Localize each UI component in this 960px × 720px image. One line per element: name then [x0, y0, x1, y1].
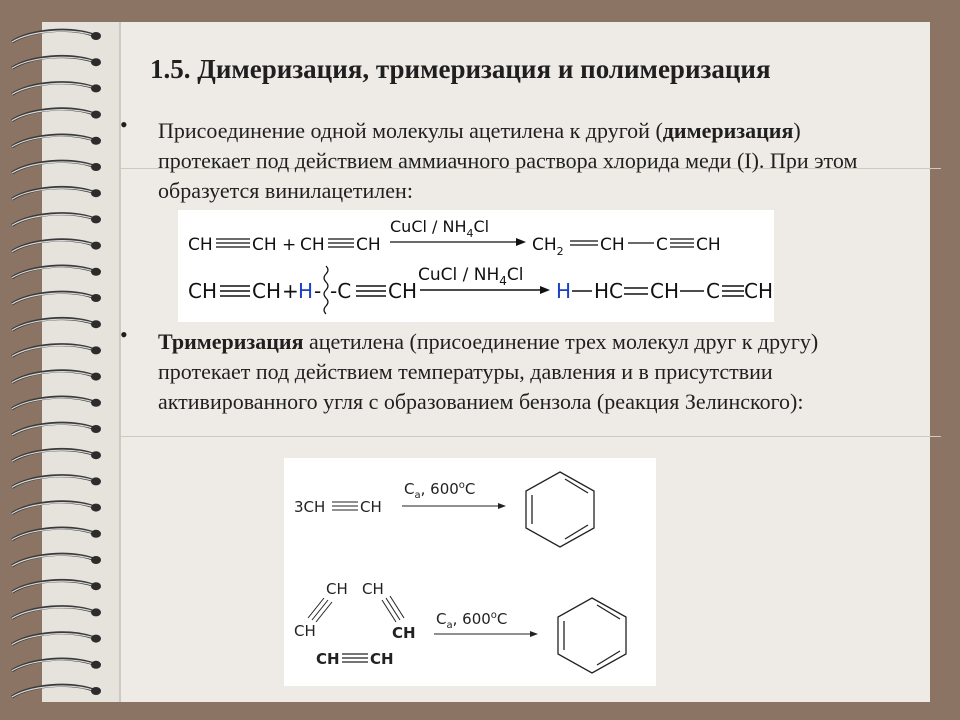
binding-coil	[12, 161, 101, 173]
binding-coil	[12, 685, 101, 697]
tri2-ch-top-right: CH	[362, 580, 384, 598]
binding-coil	[12, 371, 101, 383]
eq1-reactant-a: CH	[188, 235, 213, 255]
eq2-hydrogen: H	[298, 279, 314, 303]
eq2-plus: +	[282, 279, 299, 303]
tri2-catalyst: $C_a$, 600$^o$C	[436, 610, 508, 631]
eq2-carbon: -C	[330, 279, 352, 303]
binding-coil	[12, 109, 101, 121]
eq1-product-c: C	[656, 235, 668, 255]
binding-coil	[12, 266, 101, 278]
spiral-binding	[0, 20, 110, 710]
tri2-ch-bottom-right: CH	[370, 650, 394, 668]
eq1-catalyst: CuCl / $NH_4Cl$	[390, 217, 490, 240]
binding-coil	[12, 554, 101, 566]
term-trimerization: Тримеризация	[158, 329, 304, 354]
bullet-marker: •	[120, 322, 128, 347]
paragraph-text: Присоединение одной молекулы ацетилена к другой (	[158, 118, 663, 143]
binding-coil	[12, 450, 101, 462]
dimerization-equations	[178, 210, 774, 322]
eq2-dash: -	[314, 279, 322, 303]
tri2-ch-top-left: CH	[326, 580, 348, 598]
binding-coil	[12, 292, 101, 304]
eq2-reactant-end: CH	[388, 279, 418, 303]
bond-break-wavy	[324, 266, 328, 314]
ruled-line	[121, 436, 941, 437]
tri1-catalyst: $C_a$, 600$^o$C	[404, 480, 476, 501]
binding-coil	[12, 135, 101, 147]
binding-coil	[12, 214, 101, 226]
paragraph-dimerization	[158, 116, 898, 206]
eq2-catalyst: CuCl / $NH_4Cl$	[418, 265, 524, 288]
paragraph-text: ) протекает под действием аммиачного раствора хлорида меди (I). При этом образуется винилацетилен:	[158, 118, 858, 203]
binding-coil	[12, 345, 101, 357]
binding-coil	[12, 188, 101, 200]
tri2-ch-left: CH	[294, 622, 316, 640]
binding-coil	[12, 528, 101, 540]
benzene-ring	[526, 472, 594, 547]
binding-coil	[12, 423, 101, 435]
tri2-ch-bottom-left: CH	[316, 650, 340, 668]
binding-coil	[12, 83, 101, 95]
eq1-product-ch2: $CH_2$	[532, 235, 564, 258]
trimerization-equations-svg	[284, 458, 656, 686]
binding-coil	[12, 607, 101, 619]
eq2-reactant-b: CH	[252, 279, 282, 303]
tri1-reactant-ch: CH	[360, 498, 382, 516]
paragraph-text: ацетилена (присоединение трех молекул друг к другу) протекает под действием температуры, давления и в присутствии активированного угля с образованием бензола (реакция Зелинского):	[158, 329, 819, 414]
binding-coil	[12, 240, 101, 252]
eq1-reactant-d: CH	[356, 235, 381, 255]
binding-coil	[12, 659, 101, 671]
bullet-marker: •	[120, 112, 128, 137]
eq1-reactant-b: CH	[252, 235, 277, 255]
binding-coil	[12, 633, 101, 645]
paragraph-trimerization	[158, 327, 898, 417]
term-dimerization: димеризация	[662, 118, 794, 143]
binding-coil	[12, 397, 101, 409]
tri1-reactant-3ch: 3CH	[294, 498, 326, 516]
eq2-product-end: CH	[744, 279, 774, 303]
trimerization-equations	[284, 458, 656, 686]
eq1-plus: +	[282, 235, 297, 255]
dimerization-equations-svg	[178, 210, 774, 322]
binding-coil	[12, 57, 101, 69]
eq2-product-hc: HC	[594, 279, 624, 303]
eq2-product-ch: CH	[650, 279, 680, 303]
eq2-product-h: H	[556, 279, 572, 303]
benzene-ring	[558, 598, 626, 673]
eq1-product-end: CH	[696, 235, 721, 255]
eq2-reactant-a: CH	[188, 279, 218, 303]
binding-coil	[12, 476, 101, 488]
binding-coil	[12, 502, 101, 514]
binding-coil	[12, 581, 101, 593]
eq1-product-ch: CH	[600, 235, 625, 255]
eq1-reactant-c: CH	[300, 235, 325, 255]
tri2-ch-right: CH	[392, 624, 416, 642]
binding-coil	[12, 30, 101, 42]
binding-coil	[12, 319, 101, 331]
slide-title: 1.5. Димеризация, тримеризация и полимеризация	[150, 54, 771, 84]
eq2-product-c: C	[706, 279, 720, 303]
